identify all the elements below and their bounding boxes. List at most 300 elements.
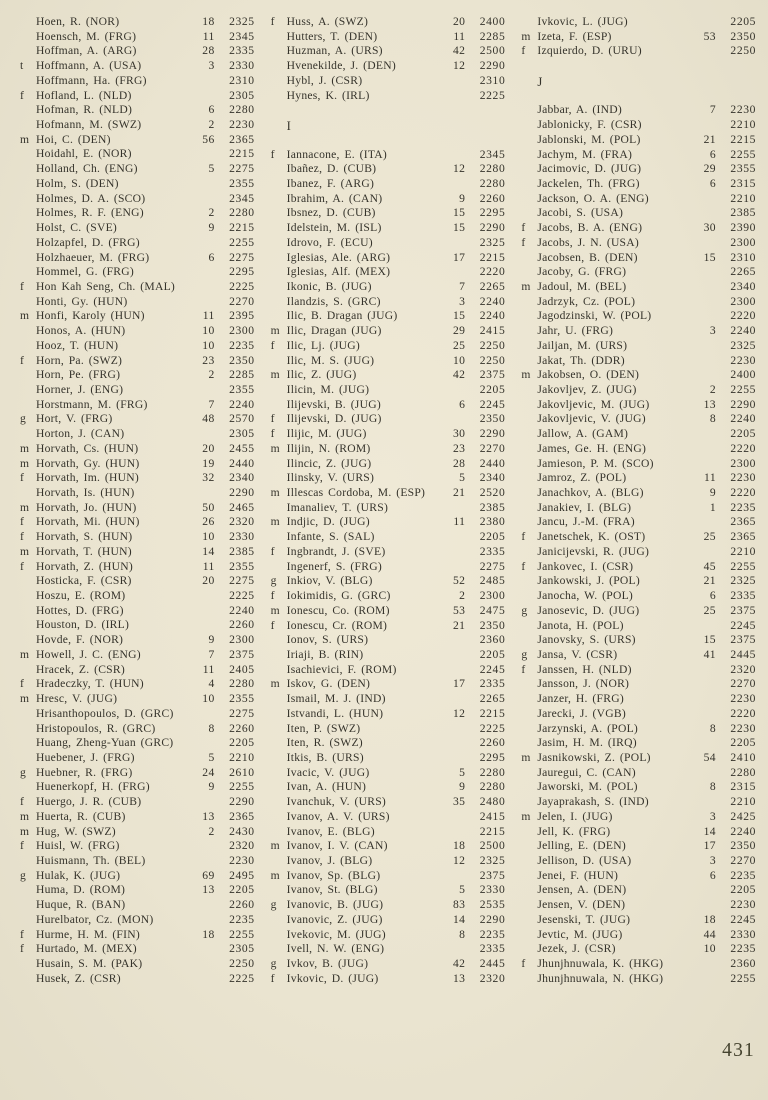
list-item bbox=[20, 192, 255, 207]
list-item bbox=[521, 913, 756, 928]
rating-value: 2440 bbox=[479, 456, 506, 470]
player-name: Ibsnez, D. (CUB) bbox=[286, 206, 376, 220]
list-item bbox=[20, 722, 255, 737]
list-item bbox=[271, 913, 506, 928]
games-count: 17 bbox=[703, 839, 717, 853]
player-name: Hybl, J. (CSR) bbox=[286, 73, 363, 87]
list-item bbox=[271, 89, 506, 104]
games-count: 5 bbox=[208, 162, 215, 176]
rating-value: 2480 bbox=[479, 795, 506, 809]
games-count: 6 bbox=[459, 397, 466, 411]
player-name: Hutters, T. (DEN) bbox=[286, 29, 378, 43]
games-count: 45 bbox=[703, 559, 717, 573]
title-marker: m bbox=[270, 677, 280, 691]
games-count: 6 bbox=[709, 589, 717, 603]
list-item bbox=[521, 839, 756, 854]
list-item bbox=[20, 103, 255, 118]
list-item bbox=[20, 206, 255, 221]
games-count: 25 bbox=[703, 530, 717, 544]
rating-value: 2390 bbox=[730, 221, 757, 235]
rating-value: 2205 bbox=[479, 383, 506, 396]
list-item bbox=[521, 236, 756, 251]
list-item bbox=[521, 825, 756, 840]
rating-value: 2270 bbox=[730, 854, 757, 867]
player-name: Ivanovic, Z. (JUG) bbox=[286, 912, 383, 926]
games-count: 11 bbox=[453, 515, 466, 529]
player-name: Hofland, L. (NLD) bbox=[36, 88, 132, 102]
title-marker: f bbox=[20, 530, 25, 544]
player-name: Horner, J. (ENG) bbox=[36, 382, 124, 396]
games-count: 7 bbox=[208, 647, 215, 661]
player-name: Ikonic, B. (JUG) bbox=[286, 279, 372, 293]
rating-value: 2345 bbox=[229, 29, 255, 43]
games-count: 2 bbox=[208, 118, 215, 132]
player-name: Jackelen, Th. (FRG) bbox=[537, 176, 640, 190]
list-item bbox=[20, 766, 255, 781]
list-item bbox=[20, 883, 255, 898]
player-name: Ingenerf, S. (FRG) bbox=[286, 559, 382, 573]
games-count: 3 bbox=[459, 294, 466, 308]
list-item bbox=[271, 74, 506, 89]
player-name: Ilijic, M. (JUG) bbox=[286, 427, 367, 441]
player-name: Holmes, R. F. (ENG) bbox=[36, 206, 144, 220]
rating-value: 2250 bbox=[479, 338, 506, 352]
player-name: Hradeczky, T. (HUN) bbox=[36, 677, 144, 691]
list-item bbox=[20, 972, 255, 987]
rating-value: 2395 bbox=[229, 309, 255, 323]
rating-value: 2345 bbox=[229, 191, 255, 205]
rating-value: 2375 bbox=[479, 868, 506, 882]
list-item bbox=[521, 619, 756, 634]
player-name: Jakobsen, O. (DEN) bbox=[537, 368, 640, 382]
player-name: Hrisanthopoulos, D. (GRC) bbox=[36, 706, 174, 720]
list-item bbox=[521, 280, 756, 295]
list-item bbox=[20, 30, 255, 45]
games-count: 5 bbox=[459, 883, 466, 897]
column-3 bbox=[521, 15, 756, 986]
games-count: 20 bbox=[202, 441, 215, 455]
rating-value: 2210 bbox=[730, 795, 757, 809]
list-item bbox=[20, 574, 255, 589]
rating-value: 2220 bbox=[730, 486, 757, 500]
player-name: Hoensch, M. (FRG) bbox=[36, 29, 137, 43]
player-name: Hurme, H. M. (FIN) bbox=[36, 927, 140, 941]
list-item bbox=[521, 501, 756, 516]
list-item bbox=[20, 162, 255, 177]
title-marker: f bbox=[20, 677, 25, 691]
list-item bbox=[271, 854, 506, 869]
rating-value: 2360 bbox=[730, 957, 757, 971]
rating-value: 2220 bbox=[730, 706, 757, 720]
list-item bbox=[20, 368, 255, 383]
list-item bbox=[20, 457, 255, 472]
rating-value: 2335 bbox=[479, 942, 506, 956]
title-marker: f bbox=[521, 559, 526, 573]
rating-value: 2375 bbox=[730, 603, 757, 617]
player-name: Horn, Pe. (FRG) bbox=[36, 368, 121, 382]
rating-value: 2230 bbox=[730, 898, 757, 912]
games-count: 2 bbox=[709, 383, 717, 396]
player-name: Jacobsen, B. (DEN) bbox=[537, 250, 638, 264]
title-marker: m bbox=[20, 309, 30, 323]
player-name: Illescas Cordoba, M. (ESP) bbox=[286, 486, 426, 500]
list-item bbox=[20, 324, 255, 339]
rating-value: 2250 bbox=[730, 44, 757, 58]
list-item bbox=[521, 398, 756, 413]
player-name: Ilijin, N. (ROM) bbox=[286, 441, 371, 455]
list-item bbox=[20, 280, 255, 295]
list-item bbox=[20, 427, 255, 442]
list-item bbox=[271, 177, 506, 192]
rating-value: 2295 bbox=[229, 265, 255, 279]
rating-value: 2230 bbox=[229, 118, 255, 132]
list-item bbox=[20, 515, 255, 530]
rating-value: 2230 bbox=[730, 103, 757, 117]
rating-value: 2315 bbox=[730, 780, 757, 794]
player-name: Huebner, R. (FRG) bbox=[36, 765, 133, 779]
rating-value: 2330 bbox=[229, 530, 255, 544]
player-name: Jevtic, M. (JUG) bbox=[537, 927, 623, 941]
games-count: 12 bbox=[452, 854, 466, 867]
player-name: Jamieson, P. M. (SCO) bbox=[537, 456, 654, 470]
rating-value: 2265 bbox=[730, 265, 757, 279]
rating-value: 2385 bbox=[730, 206, 757, 220]
player-name: Ilic, M. S. (JUG) bbox=[286, 353, 375, 367]
list-item bbox=[20, 89, 255, 104]
games-count: 29 bbox=[703, 162, 717, 176]
player-name: Hristopoulos, R. (GRC) bbox=[36, 721, 156, 735]
list-item bbox=[271, 162, 506, 177]
rating-value: 2215 bbox=[730, 132, 757, 146]
rating-value: 2465 bbox=[229, 500, 255, 514]
player-name: Hoen, R. (NOR) bbox=[36, 15, 120, 28]
player-name: Huismann, Th. (BEL) bbox=[36, 853, 146, 867]
list-item bbox=[271, 928, 506, 943]
list-item bbox=[521, 354, 756, 369]
list-item bbox=[271, 883, 506, 898]
title-marker: f bbox=[270, 412, 275, 426]
list-item bbox=[20, 295, 255, 310]
games-count: 7 bbox=[459, 279, 466, 293]
rating-value: 2300 bbox=[229, 324, 255, 338]
games-count: 42 bbox=[452, 44, 466, 58]
games-count: 5 bbox=[459, 471, 466, 485]
rating-value: 2535 bbox=[479, 898, 506, 912]
rating-value: 2335 bbox=[229, 44, 255, 58]
games-count: 2 bbox=[208, 368, 215, 382]
rating-value: 2360 bbox=[479, 633, 506, 647]
rating-value: 2260 bbox=[479, 191, 506, 205]
player-name: Janetschek, K. (OST) bbox=[537, 530, 646, 544]
player-name: Hulak, K. (JUG) bbox=[36, 868, 121, 882]
rating-value: 2310 bbox=[730, 250, 757, 264]
list-item bbox=[271, 574, 506, 589]
games-count: 2 bbox=[459, 589, 466, 603]
rating-value: 2500 bbox=[479, 839, 506, 853]
player-name: Janocha, W. (POL) bbox=[537, 589, 634, 603]
games-count: 14 bbox=[202, 544, 215, 558]
player-name: Hon Kah Seng, Ch. (MAL) bbox=[36, 279, 176, 293]
list-item bbox=[521, 515, 756, 530]
rating-value: 2210 bbox=[229, 750, 255, 764]
player-name: Jamroz, Z. (POL) bbox=[537, 471, 627, 485]
list-item bbox=[271, 619, 506, 634]
list-item bbox=[271, 206, 506, 221]
list-item bbox=[20, 442, 255, 457]
rating-value: 2255 bbox=[730, 383, 757, 396]
player-name: Hovde, F. (NOR) bbox=[36, 633, 124, 647]
player-name: Ilic, Z. (JUG) bbox=[286, 368, 357, 382]
list-item bbox=[271, 692, 506, 707]
player-name: Jaworski, M. (POL) bbox=[537, 780, 638, 794]
games-count: 13 bbox=[703, 397, 717, 411]
list-item bbox=[271, 515, 506, 530]
list-item bbox=[20, 265, 255, 280]
rating-value: 2235 bbox=[479, 927, 506, 941]
player-name: Huenerkopf, H. (FRG) bbox=[36, 780, 150, 794]
rating-value: 2405 bbox=[229, 662, 255, 676]
games-count: 4 bbox=[208, 677, 215, 691]
player-name: Ilincic, Z. (JUG) bbox=[286, 456, 372, 470]
games-count: 53 bbox=[452, 603, 466, 617]
list-item bbox=[521, 383, 756, 398]
list-item bbox=[20, 118, 255, 133]
list-item bbox=[271, 368, 506, 383]
rating-value: 2210 bbox=[730, 118, 757, 132]
games-count: 69 bbox=[202, 868, 215, 882]
player-name: Jayaprakash, S. (IND) bbox=[537, 795, 649, 809]
player-name: Ivanchuk, V. (URS) bbox=[286, 795, 387, 809]
player-name: Hoi, C. (DEN) bbox=[36, 132, 111, 146]
list-item bbox=[271, 942, 506, 957]
title-marker: f bbox=[20, 279, 25, 293]
title-marker: f bbox=[20, 942, 25, 956]
player-name: Jensen, A. (DEN) bbox=[537, 883, 627, 897]
games-count: 9 bbox=[709, 486, 717, 500]
list-item bbox=[271, 604, 506, 619]
player-name: Jahr, U. (FRG) bbox=[537, 324, 614, 338]
player-name: Ivacic, V. (JUG) bbox=[286, 765, 370, 779]
list-item bbox=[271, 471, 506, 486]
games-count: 32 bbox=[202, 471, 215, 485]
section-letter: J bbox=[537, 75, 543, 90]
player-name: Jelen, I. (JUG) bbox=[537, 809, 613, 823]
list-item bbox=[521, 942, 756, 957]
player-name: Janssen, H. (NLD) bbox=[537, 662, 632, 676]
title-marker: m bbox=[20, 132, 30, 146]
list-item bbox=[521, 736, 756, 751]
games-count: 18 bbox=[452, 839, 466, 853]
rating-value: 2260 bbox=[229, 618, 255, 632]
player-name: Istvandi, L. (HUN) bbox=[286, 706, 384, 720]
player-name: Huque, R. (BAN) bbox=[36, 898, 126, 912]
player-name: Ilic, Dragan (JUG) bbox=[286, 324, 382, 338]
games-count: 3 bbox=[709, 324, 717, 338]
list-item bbox=[271, 633, 506, 648]
rating-value: 2335 bbox=[730, 589, 757, 603]
player-name: Jackson, O. A. (ENG) bbox=[537, 191, 649, 205]
list-item bbox=[271, 236, 506, 251]
player-name: Huerta, R. (CUB) bbox=[36, 809, 126, 823]
list-item bbox=[521, 883, 756, 898]
games-count: 30 bbox=[703, 221, 717, 235]
rating-value: 2245 bbox=[730, 912, 757, 926]
rating-value: 2250 bbox=[479, 353, 506, 367]
list-item bbox=[20, 74, 255, 89]
list-item bbox=[521, 604, 756, 619]
list-item bbox=[271, 265, 506, 280]
rating-value: 2375 bbox=[730, 633, 757, 647]
games-count: 52 bbox=[452, 574, 466, 588]
list-item bbox=[271, 677, 506, 692]
player-name: Infante, S. (SAL) bbox=[286, 530, 375, 544]
player-name: Janachkov, A. (BLG) bbox=[537, 486, 644, 500]
list-item bbox=[20, 707, 255, 722]
rating-value: 2210 bbox=[730, 191, 757, 205]
player-name: Hoidahl, E. (NOR) bbox=[36, 147, 132, 161]
player-name: Jasim, H. M. (IRQ) bbox=[537, 736, 637, 750]
title-marker: g bbox=[20, 412, 26, 426]
games-count: 6 bbox=[709, 176, 717, 190]
title-marker: g bbox=[270, 574, 277, 588]
title-marker: m bbox=[270, 486, 280, 500]
games-count: 21 bbox=[452, 486, 466, 500]
list-item bbox=[521, 368, 756, 383]
games-count: 29 bbox=[452, 324, 466, 338]
list-item bbox=[271, 869, 506, 884]
rating-value: 2410 bbox=[730, 750, 757, 764]
player-name: Ilic, Lj. (JUG) bbox=[286, 338, 360, 352]
games-count: 7 bbox=[709, 103, 717, 117]
player-name: Hurelbator, Cz. (MON) bbox=[36, 912, 154, 926]
title-marker: f bbox=[521, 957, 526, 971]
player-name: Ionov, S. (URS) bbox=[286, 633, 369, 647]
title-marker: f bbox=[270, 618, 275, 632]
list-item bbox=[20, 530, 255, 545]
list-item bbox=[20, 751, 255, 766]
list-item bbox=[521, 780, 756, 795]
title-marker: m bbox=[20, 500, 30, 514]
title-marker: m bbox=[20, 544, 30, 558]
list-item bbox=[271, 442, 506, 457]
column-2 bbox=[271, 15, 506, 986]
games-count: 11 bbox=[202, 559, 215, 573]
rating-value: 2240 bbox=[229, 603, 255, 617]
rating-value: 2320 bbox=[229, 839, 255, 853]
player-name: Howell, J. C. (ENG) bbox=[36, 647, 141, 661]
list-item bbox=[20, 59, 255, 74]
list-item bbox=[20, 251, 255, 266]
rating-value: 2320 bbox=[229, 515, 255, 529]
list-item bbox=[271, 589, 506, 604]
player-name: Hoffmann, A. (USA) bbox=[36, 59, 142, 73]
list-item bbox=[20, 604, 255, 619]
games-count: 3 bbox=[709, 854, 717, 867]
list-item bbox=[521, 589, 756, 604]
player-name: Ivekovic, M. (JUG) bbox=[286, 927, 386, 941]
rating-value: 2350 bbox=[730, 839, 757, 853]
list-item bbox=[271, 251, 506, 266]
games-count: 2 bbox=[208, 206, 215, 220]
title-marker: m bbox=[20, 647, 30, 661]
games-count: 5 bbox=[459, 765, 466, 779]
rating-value: 2230 bbox=[730, 353, 757, 367]
list-item bbox=[271, 795, 506, 810]
list-item bbox=[271, 898, 506, 913]
rating-value: 2240 bbox=[479, 294, 506, 308]
rating-value: 2255 bbox=[730, 559, 757, 573]
rating-value: 2240 bbox=[730, 412, 757, 426]
rating-value: 2325 bbox=[730, 574, 757, 588]
player-name: Janovsky, S. (URS) bbox=[537, 633, 636, 647]
player-name: Hoffman, A. (ARG) bbox=[36, 44, 137, 58]
title-marker: g bbox=[270, 957, 277, 971]
rating-value: 2355 bbox=[229, 176, 255, 190]
list-item bbox=[521, 457, 756, 472]
list-item bbox=[521, 545, 756, 560]
rating-value: 2350 bbox=[479, 618, 506, 632]
title-marker: f bbox=[270, 544, 275, 558]
player-name: Ibañez, D. (CUB) bbox=[286, 162, 377, 176]
player-name: Jachym, M. (FRA) bbox=[537, 147, 633, 161]
list-item bbox=[20, 795, 255, 810]
list-item bbox=[20, 957, 255, 972]
player-name: Holmes, D. A. (SCO) bbox=[36, 191, 146, 205]
games-count: 42 bbox=[452, 957, 466, 971]
games-count: 10 bbox=[202, 324, 215, 338]
title-marker: m bbox=[270, 324, 280, 338]
rating-value: 2235 bbox=[229, 912, 255, 926]
rating-value: 2400 bbox=[730, 368, 757, 382]
games-count: 18 bbox=[703, 912, 717, 926]
player-name: Ivanov, A. V. (URS) bbox=[286, 809, 390, 823]
rating-value: 2225 bbox=[479, 721, 506, 735]
games-count: 6 bbox=[709, 147, 717, 161]
games-count: 13 bbox=[202, 809, 215, 823]
rating-value: 2265 bbox=[479, 692, 506, 706]
player-name: Janzer, H. (FRG) bbox=[537, 692, 624, 706]
player-name: Hottes, D. (FRG) bbox=[36, 603, 124, 617]
list-item bbox=[271, 427, 506, 442]
player-name: Horvath, Z. (HUN) bbox=[36, 559, 133, 573]
rating-value: 2230 bbox=[730, 692, 757, 706]
rating-value: 2350 bbox=[229, 353, 255, 367]
rating-value: 2290 bbox=[479, 427, 506, 441]
rating-value: 2280 bbox=[229, 103, 255, 117]
title-marker: m bbox=[270, 868, 280, 882]
list-item bbox=[20, 854, 255, 869]
list-item bbox=[20, 133, 255, 148]
player-name: Horvath, Mi. (HUN) bbox=[36, 515, 140, 529]
rating-value: 2205 bbox=[730, 15, 757, 28]
rating-value: 2455 bbox=[229, 441, 255, 455]
games-count: 12 bbox=[452, 706, 466, 720]
list-item bbox=[521, 295, 756, 310]
player-name: Ilandzis, S. (GRC) bbox=[286, 294, 381, 308]
list-item bbox=[521, 560, 756, 575]
player-name: Holm, S. (DEN) bbox=[36, 176, 119, 190]
column-1 bbox=[20, 15, 255, 986]
rating-value: 2400 bbox=[479, 15, 506, 28]
rating-value: 2290 bbox=[479, 59, 506, 73]
rating-value: 2325 bbox=[229, 15, 255, 28]
list-item bbox=[271, 825, 506, 840]
list-item bbox=[20, 869, 255, 884]
list-item bbox=[20, 928, 255, 943]
title-marker: m bbox=[270, 603, 280, 617]
player-name: Jelling, E. (DEN) bbox=[537, 839, 626, 853]
list-item bbox=[521, 648, 756, 663]
